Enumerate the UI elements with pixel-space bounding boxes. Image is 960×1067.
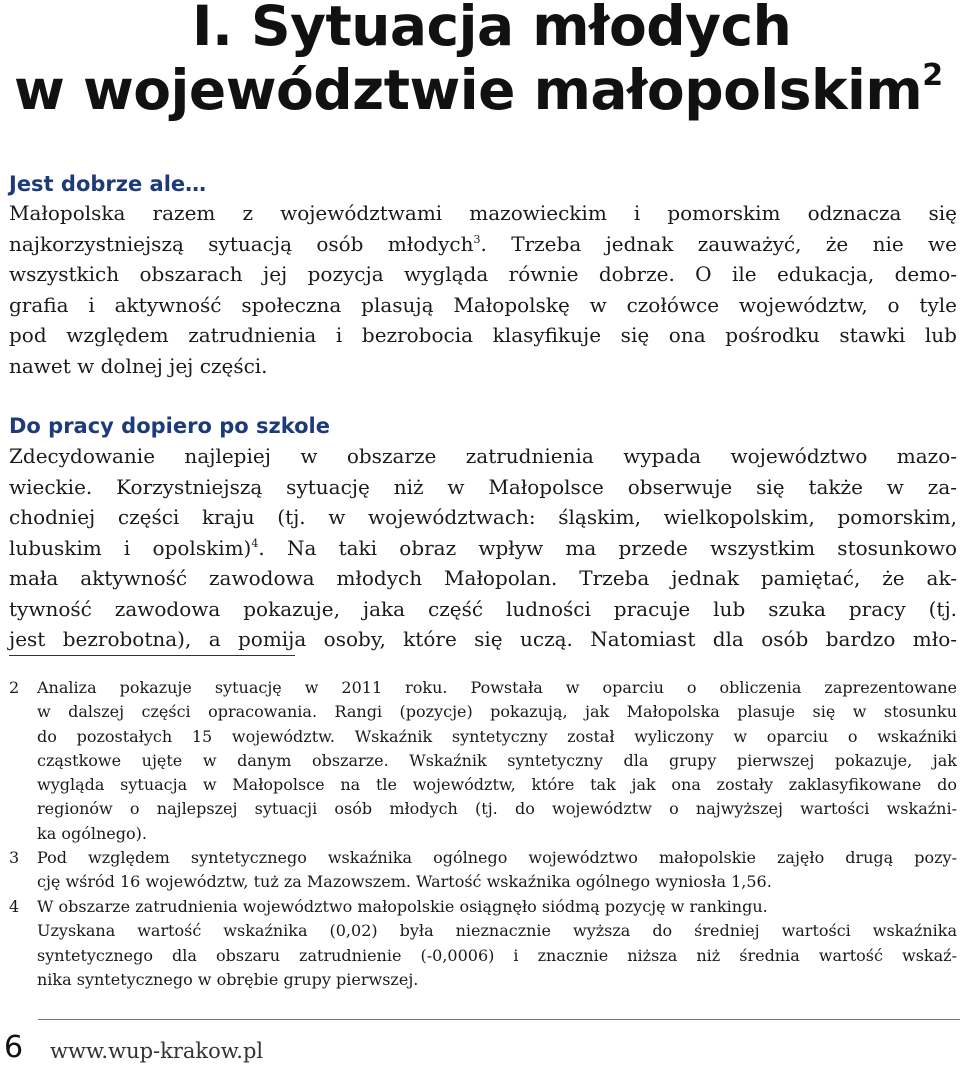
paragraph-line [9, 229, 957, 260]
footnote-line: w dalszej części opracowania. Rangi (pozycje) pokazują, jak Małopolska plasuje się w stosunku [37, 702, 957, 722]
footnote-body [37, 895, 957, 992]
footnote-ref-3[interactable]: 3 [473, 232, 481, 246]
paragraph-line-text: lubuskim i opolskim) [9, 535, 252, 560]
paragraph-line-text: . Trzeba jednak zauważyć, że nie we [480, 231, 957, 256]
footer-divider [38, 1019, 960, 1020]
paragraph-line-text: . Na taki obraz wpływ ma przede wszystkim stosunkowo [258, 535, 957, 560]
paragraph-line: pod względem zatrudnienia i bezrobocia klasyfikuje się ona pośrodku stawki lub [9, 323, 957, 347]
footnote-number: 3 [9, 848, 20, 867]
footnote-2 [9, 676, 957, 846]
page-title [14, 0, 954, 122]
footnote-4 [9, 895, 957, 992]
section-heading-jest-dobrze: Jest dobrze ale… [9, 172, 207, 196]
footnote-line: nika syntetycznego w obrębie grupy pierwszej. [37, 969, 419, 989]
footnote-line: wygląda sytuacja w Małopolsce na tle województw, które tak jak ona zostały zaklasyfikowane do [37, 775, 957, 795]
paragraph-line: wszystkich obszarach jej pozycja wygląda równie dobrze. O ile edukacja, demo- [9, 262, 957, 286]
footnote-body [37, 846, 957, 895]
title-footnote-ref[interactable]: 2 [922, 58, 943, 93]
section-paragraph-do-pracy [9, 441, 957, 655]
footnote-line: ka ogólnego). [37, 823, 147, 843]
footer-website-link[interactable]: www.wup-krakow.pl [50, 1039, 264, 1063]
footnote-number: 2 [9, 678, 20, 697]
footnote-divider [9, 655, 295, 656]
title-line-2 [14, 58, 954, 122]
paragraph-line [9, 533, 957, 564]
paragraph-line: jest bezrobotna), a pomija osoby, które się uczą. Natomiast dla osób bardzo mło- [9, 627, 957, 651]
paragraph-line: wieckie. Korzystniejszą sytuację niż w Małopolsce obserwuje się także w za- [9, 474, 957, 499]
paragraph-line: Zdecydowanie najlepiej w obszarze zatrudnienia wypada województwo mazo- [9, 444, 957, 468]
paragraph-line: nawet w dolnej jej części. [9, 353, 268, 378]
paragraph-line: mała aktywność zawodowa młodych Małopolan. Trzeba jednak pamiętać, że ak- [9, 566, 957, 590]
footnote-line: do pozostałych 15 województw. Wskaźnik syntetyczny został wyliczony w oparciu o wskaźniki [37, 726, 957, 746]
footnote-line: Pod względem syntetycznego wskaźnika ogólnego województwo małopolskie zajęło drugą pozy- [37, 848, 957, 867]
footnote-line: syntetycznego dla obszaru zatrudnienie (-0,0006) i znacznie niższa niż średnia wartość wskaź- [37, 945, 957, 965]
footnote-number: 4 [9, 897, 20, 916]
footnote-line: cję wśród 16 województw, tuż za Mazowszem. Wartość wskaźnika ogólnego wyniosła 1,56. [37, 872, 772, 892]
footnote-line: Uzyskana wartość wskaźnika (0,02) była nieznacznie wyższa do średniej wartości wskaźnika [37, 921, 957, 941]
title-line-1: I. Sytuacja młodych [192, 0, 792, 58]
footnote-body [37, 676, 957, 846]
section-paragraph-jest-dobrze [9, 198, 957, 381]
paragraph-line-text: najkorzystniejszą sytuacją osób młodych [9, 231, 474, 256]
paragraph-line: Małopolska razem z województwami mazowieckim i pomorskim odznacza się [9, 201, 957, 225]
paragraph-line: tywność zawodowa pokazuje, jaka część ludności pracuje lub szuka pracy (tj. [9, 596, 957, 621]
paragraph-line: grafia i aktywność społeczna plasują Małopolskę w czołówce województw, o tyle [9, 292, 957, 317]
footnote-3 [9, 846, 957, 895]
section-heading-do-pracy: Do pracy dopiero po szkole [9, 414, 330, 438]
paragraph-line: chodniej części kraju (tj. w województwach: śląskim, wielkopolskim, pomorskim, [9, 505, 957, 529]
footnote-line: Analiza pokazuje sytuację w 2011 roku. Powstała w oparciu o obliczenia zaprezentowane [37, 678, 957, 697]
footnote-line: W obszarze zatrudnienia województwo małopolskie osiągnęło siódmą pozycję w rankingu. [37, 897, 768, 916]
title-line-2-text: w województwie małopolskim [14, 58, 923, 122]
footnote-ref-4[interactable]: 4 [251, 536, 259, 550]
page-number: 6 [4, 1030, 24, 1065]
footnote-line: regionów o najlepszej sytuacji osób młodych (tj. do województw o najwyższej wartości wskaźni- [37, 799, 957, 819]
footnote-line: cząstkowe ujęte w danym obszarze. Wskaźnik syntetyczny dla grupy pierwszej pokazuje, jak [37, 750, 957, 770]
